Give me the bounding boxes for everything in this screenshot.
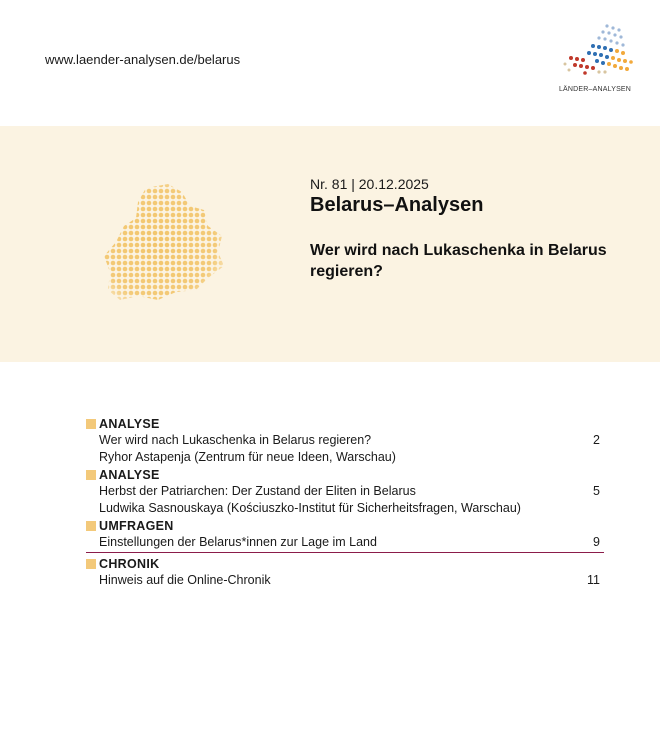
issue-headline: Wer wird nach Lukaschenka in Belarus regieren? xyxy=(310,242,607,280)
bullet-square-icon xyxy=(86,470,96,480)
belarus-map-icon xyxy=(98,182,228,304)
toc-page-number: 5 xyxy=(593,484,600,498)
toc-author: Ludwika Sasnouskaya (Kościuszko-Institut für Sicherheitsfragen, Warschau) xyxy=(99,500,521,515)
toc-page-number: 11 xyxy=(587,572,600,587)
bullet-square-icon xyxy=(86,521,96,531)
toc-title: Wer wird nach Lukaschenka in Belarus regieren? xyxy=(99,433,372,447)
toc-category: UMFRAGEN xyxy=(99,519,174,533)
toc-title: Einstellungen der Belarus*innen zur Lage im Land xyxy=(99,535,377,549)
toc-title: Hinweis auf die Online-Chronik xyxy=(99,572,271,587)
toc-page-number: 2 xyxy=(593,433,600,447)
toc-page-number: 9 xyxy=(593,535,600,549)
table-of-contents xyxy=(86,416,604,590)
toc-category: ANALYSE xyxy=(99,468,160,482)
bullet-square-icon xyxy=(86,419,96,429)
publisher-logo xyxy=(553,20,643,100)
toc-entry-3[interactable] xyxy=(86,518,604,553)
logo-text: LÄNDER–ANALYSEN xyxy=(558,86,632,93)
toc-author: Ryhor Astapenja (Zentrum für neue Ideen, Warschau) xyxy=(99,449,396,464)
toc-entry-4[interactable] xyxy=(86,556,604,591)
title-banner xyxy=(0,126,660,362)
toc-entry-2[interactable] xyxy=(86,467,604,518)
toc-category: CHRONIK xyxy=(99,556,160,571)
website-url[interactable]: www.laender-analysen.de/belarus xyxy=(45,52,241,67)
bullet-square-icon xyxy=(86,559,96,569)
series-title: Belarus–Analysen xyxy=(310,194,484,216)
toc-title: Herbst der Patriarchen: Der Zustand der Eliten in Belarus xyxy=(99,484,416,498)
toc-entry-1[interactable] xyxy=(86,416,604,467)
issue-number-date: Nr. 81 | 20.12.2025 xyxy=(310,176,429,192)
toc-category: ANALYSE xyxy=(99,417,160,431)
globe-dots-logo-icon xyxy=(559,20,637,82)
